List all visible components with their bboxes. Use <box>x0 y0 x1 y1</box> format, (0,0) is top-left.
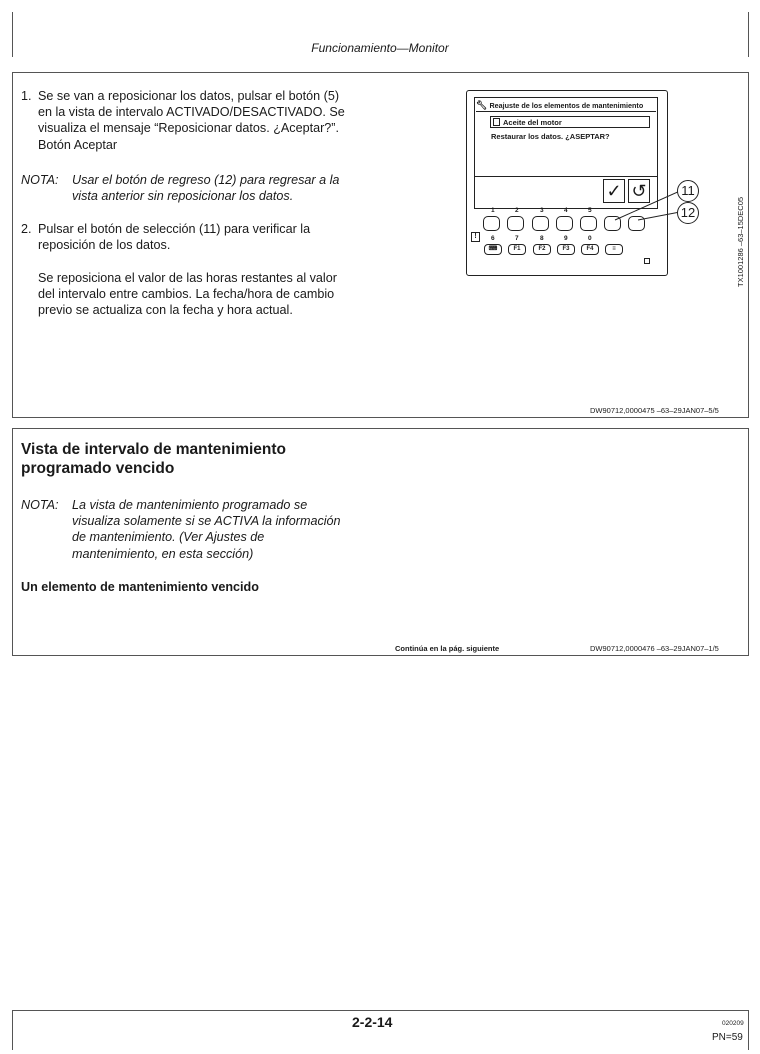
indicator-light-icon <box>644 258 650 264</box>
note-1-line: Usar el botón de regreso (12) para regresar a la <box>72 173 340 187</box>
section-2-heading <box>21 440 286 478</box>
key-number-label: 8 <box>540 235 544 242</box>
step-1-line: Se se van a reposicionar los datos, pulsar el botón (5) <box>38 89 340 103</box>
return-arrow-icon: ↺ <box>628 179 650 203</box>
wrench-icon: 🔧︎ <box>476 100 488 110</box>
key-number-label: 3 <box>540 207 544 214</box>
key-number-label: 9 <box>564 235 568 242</box>
key-number-label: 5 <box>588 207 592 214</box>
note-2-label: NOTA: <box>21 498 59 512</box>
step-1-number: 1. <box>21 89 32 103</box>
heading-line: programado vencido <box>21 460 175 477</box>
callout-12: 12 <box>677 202 699 224</box>
paragraph-line: previo se actualiza con la fecha y hora actual. <box>38 303 293 318</box>
screen-item-text: Aceite del motor <box>503 118 562 127</box>
keyboard-icon: ⌨ <box>484 244 502 255</box>
key-number-label: 0 <box>588 235 592 242</box>
step-1-text <box>38 88 345 153</box>
section-2-reference: DW90712,0000476 –63–29JAN07–1/5 <box>590 644 719 653</box>
monitor-key <box>532 216 549 231</box>
frame-left-line-bottom <box>12 1010 13 1050</box>
monitor-key <box>507 216 524 231</box>
heading-line: Vista de intervalo de mantenimiento <box>21 441 287 458</box>
note-2-line: mantenimiento, en esta sección) <box>72 546 254 561</box>
step-1-line: visualiza el mensaje “Reposicionar datos. ¿Aceptar?”. <box>38 121 339 136</box>
warning-icon: ! <box>471 232 480 242</box>
function-key: F4 <box>581 244 599 255</box>
screen-title-text: Reajuste de los elementos de mantenimiento <box>489 101 644 110</box>
continue-next-page: Continúa en la pág. siguiente <box>395 644 500 653</box>
callout-leader-lines <box>600 180 680 230</box>
step-2-text <box>38 221 310 253</box>
monitor-key <box>483 216 500 231</box>
step-2-number: 2. <box>21 222 32 236</box>
screen-message: Restaurar los datos. ¿ASEPTAR? <box>491 132 610 141</box>
note-2-line: de mantenimiento. (Ver Ajustes de <box>72 530 265 545</box>
page-number: 2-2-14 <box>352 1014 393 1030</box>
function-key: F2 <box>533 244 551 255</box>
paragraph-line: Se reposiciona el valor de las horas restantes al valor <box>38 271 337 285</box>
function-key: F1 <box>508 244 526 255</box>
section-1-reference: DW90712,0000475 –63–29JAN07–5/5 <box>590 406 719 415</box>
screen-title <box>476 99 656 112</box>
paragraph-line: del intervalo entre cambios. La fecha/hora de cambio <box>38 287 335 302</box>
oil-can-icon <box>493 118 500 126</box>
footer-rule <box>12 1010 749 1011</box>
step-1-line: en la vista de intervalo ACTIVADO/DESACTIVADO. Se <box>38 105 345 120</box>
key-number-label: 2 <box>515 207 519 214</box>
step-2-line: Pulsar el botón de selección (11) para verificar la <box>38 222 311 236</box>
note-1-label: NOTA: <box>21 173 59 187</box>
key-number-label: 6 <box>491 235 495 242</box>
note-1-line: vista anterior sin reposicionar los datos. <box>72 189 294 203</box>
note-2-text <box>72 497 341 562</box>
key-number-label: 7 <box>515 235 519 242</box>
monitor-key <box>580 216 597 231</box>
footer-code: 020209 <box>722 1020 744 1027</box>
function-key: F3 <box>557 244 575 255</box>
note-2-line: La vista de mantenimiento programado se <box>72 498 308 512</box>
footer-pn: PN=59 <box>712 1032 743 1043</box>
step-2-line: reposición de los datos. <box>38 238 171 253</box>
step-1-line: Botón Aceptar <box>38 137 118 152</box>
reset-paragraph <box>38 270 337 319</box>
subheading-overdue-item: Un elemento de mantenimiento vencido <box>21 580 259 594</box>
monitor-key <box>556 216 573 231</box>
checkmark-icon: ✓ <box>603 179 625 203</box>
key-number-label: 4 <box>564 207 568 214</box>
page-header-title: Funcionamiento—Monitor <box>311 41 449 55</box>
note-2-line: visualiza solamente si se ACTIVA la información <box>72 514 341 529</box>
key-number-label: 1 <box>491 207 495 214</box>
callout-11: 11 <box>677 180 699 202</box>
menu-icon: ≡ <box>605 244 623 255</box>
figure-id: TX1001286 –63–15DEC05 <box>736 196 745 287</box>
frame-right-line-bottom <box>748 1010 749 1050</box>
screen-item <box>490 116 650 128</box>
